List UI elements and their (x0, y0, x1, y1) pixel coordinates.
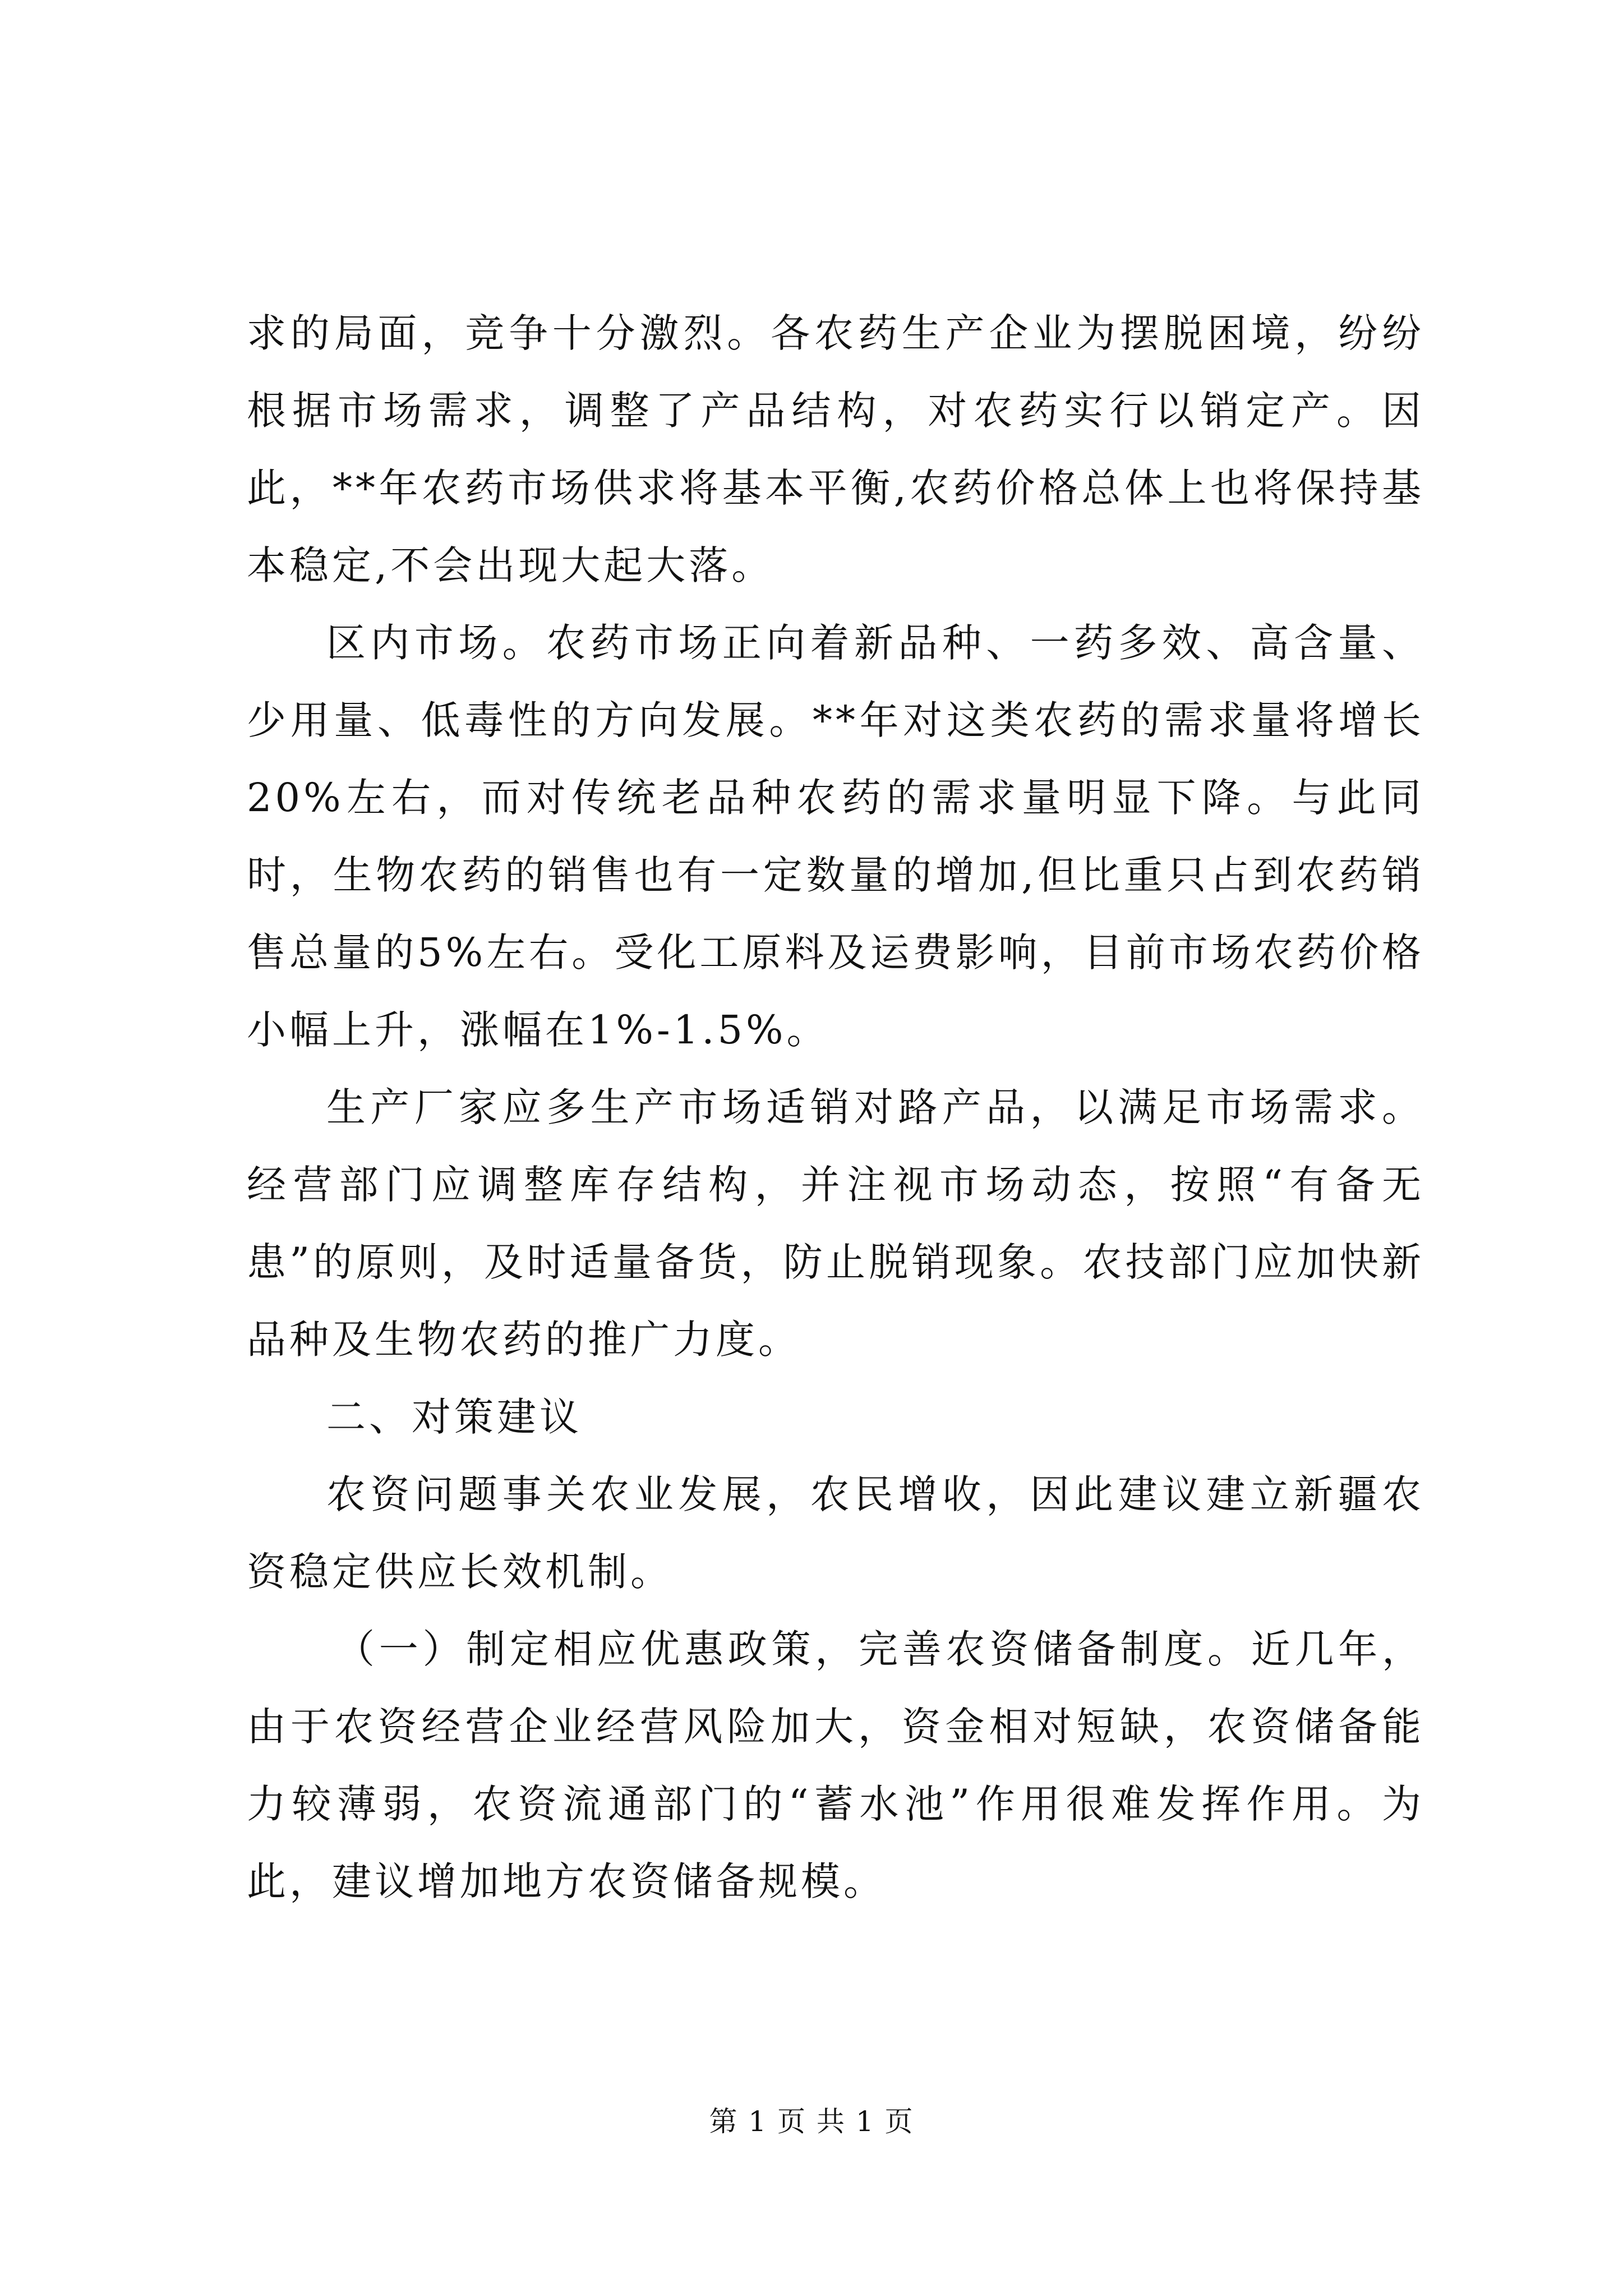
section-heading-countermeasures: 二、对策建议 (326, 1394, 582, 1440)
paragraph-reserve-policy: （一）制定相应优惠政策，完善农资储备制度。近几年，由于农资经营企业经营风险加大，资金相对短缺，农资储备能力较薄弱，农资流通部门的“蓄水池”作用很难发挥作用。为此，建议增加地方农资储备规模。 (247, 1626, 1424, 1904)
document-body (247, 295, 1424, 1920)
paragraph-regional-market: 区内市场。农药市场正向着新品种、一药多效、高含量、少用量、低毒性的方向发展。**年对这类农药的需求量将增长20%左右，而对传统老品种农药的需求量明显下降。与此同时，生物农药的销售也有一定数量的增加,但比重只占到农药销售总量的5%左右。受化工原料及运费影响，目前市场农药价格小幅上升，涨幅在1%-1.5%。 (247, 620, 1424, 1053)
paragraph-supply-mechanism: 农资问题事关农业发展，农民增收，因此建议建立新疆农资稳定供应长效机制。 (247, 1471, 1424, 1595)
paragraph-pesticide-market-balance: 求的局面，竞争十分激烈。各农药生产企业为摆脱困境，纷纷根据市场需求，调整了产品结构，对农药实行以销定产。因此，**年农药市场供求将基本平衡,农药价格总体上也将保持基本稳定,不会出现大起大落。 (247, 310, 1424, 588)
page-footer: 第 1 页 共 1 页 (709, 2105, 914, 2138)
paragraph-producer-advice: 生产厂家应多生产市场适销对路产品，以满足市场需求。经营部门应调整库存结构，并注视市场动态，按照“有备无患”的原则，及时适量备货，防止脱销现象。农技部门应加快新品种及生物农药的推广力度。 (247, 1084, 1424, 1363)
